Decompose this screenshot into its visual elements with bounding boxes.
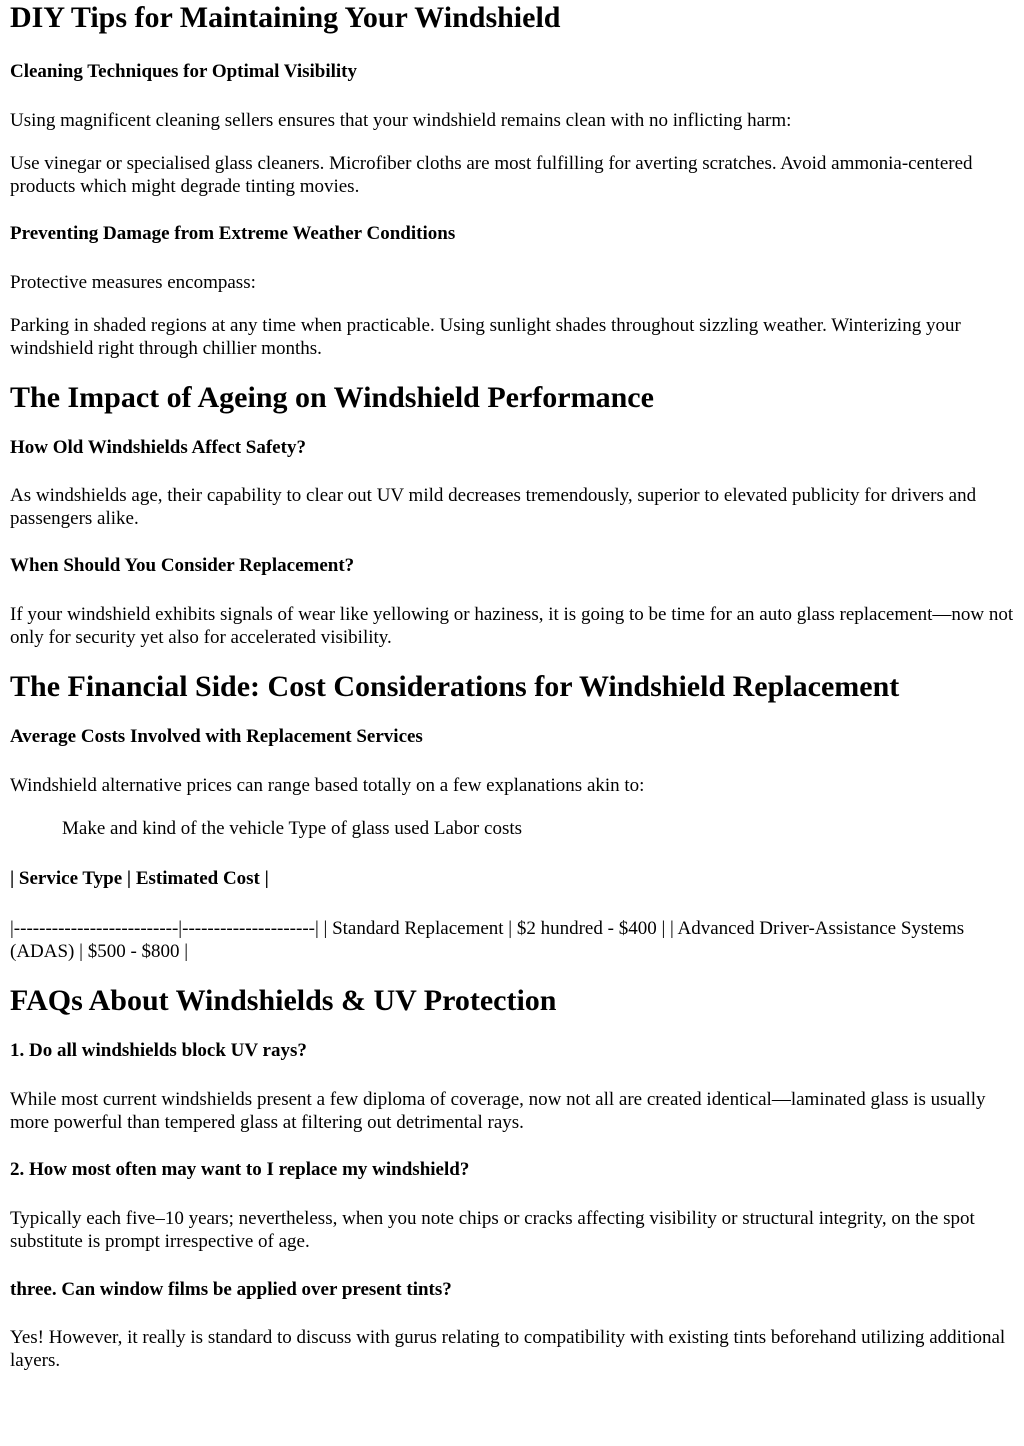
section-title-financial: The Financial Side: Cost Considerations for Windshield Replacement <box>10 670 900 704</box>
cleaning-intro: Using magnificent cleaning sellers ensures that your windshield remains clean with no inflicting harm: <box>10 109 792 131</box>
section-title-ageing: The Impact of Ageing on Windshield Performance <box>10 380 654 414</box>
faq-answer-3: Yes! However, it really is standard to discuss with gurus relating to compatibility with existing tints beforehand utilizing additional layers. <box>10 1327 1006 1372</box>
cost-table-header: | Service Type | Estimated Cost | <box>10 867 269 889</box>
section-title-diy: DIY Tips for Maintaining Your Windshield <box>10 1 561 34</box>
heading-weather: Preventing Damage from Extreme Weather Conditions <box>10 222 456 244</box>
cost-factors: Make and kind of the vehicle Type of glass used Labor costs <box>62 817 523 839</box>
faq-question-3: three. Can window films be applied over present tints? <box>10 1278 452 1300</box>
faq-answer-1: While most current windshields present a few diploma of coverage, now not all are created identical—laminated glass is usually more powerful than tempered glass at filtering out detrimental rays. <box>10 1088 986 1133</box>
weather-tips: Parking in shaded regions at any time when practicable. Using sunlight shades throughout sizzling weather. Winterizing your windshield right through chillier months. <box>10 314 961 359</box>
heading-cleaning: Cleaning Techniques for Optimal Visibility <box>10 61 358 82</box>
replacement-body: If your windshield exhibits signals of wear like yellowing or haziness, it is going to be time for an auto glass replacement—now not only for security yet also for accelerated visibility. <box>10 604 1014 649</box>
heading-costs: Average Costs Involved with Replacement Services <box>10 726 423 748</box>
faq-question-2: 2. How most often may want to I replace my windshield? <box>10 1158 470 1180</box>
cleaning-tips: Use vinegar or specialised glass cleaners. Microfiber cloths are most fulfilling for averting scratches. Avoid ammonia-centered products which might degrade tinting movies. <box>10 152 973 197</box>
heading-safety: How Old Windshields Affect Safety? <box>10 436 306 458</box>
faq-question-1: 1. Do all windshields block UV rays? <box>10 1039 307 1061</box>
weather-intro: Protective measures encompass: <box>10 271 256 293</box>
heading-replacement: When Should You Consider Replacement? <box>10 555 355 577</box>
cost-table-rows: |--------------------------|---------------------| | Standard Replacement | $2 hundred - $400 | | Advanced Driver-Assistance Systems (ADAS) | $500 - $800 | <box>10 917 965 962</box>
section-title-faqs: FAQs About Windshields & UV Protection <box>10 983 557 1017</box>
costs-intro: Windshield alternative prices can range based totally on a few explanations akin to: <box>10 774 645 796</box>
safety-body: As windshields age, their capability to clear out UV mild decreases tremendously, superior to elevated publicity for drivers and passengers alike. <box>10 485 977 530</box>
faq-answer-2: Typically each five–10 years; nevertheless, when you note chips or cracks affecting visibility or structural integrity, on the spot substitute is prompt irrespective of age. <box>10 1207 975 1252</box>
